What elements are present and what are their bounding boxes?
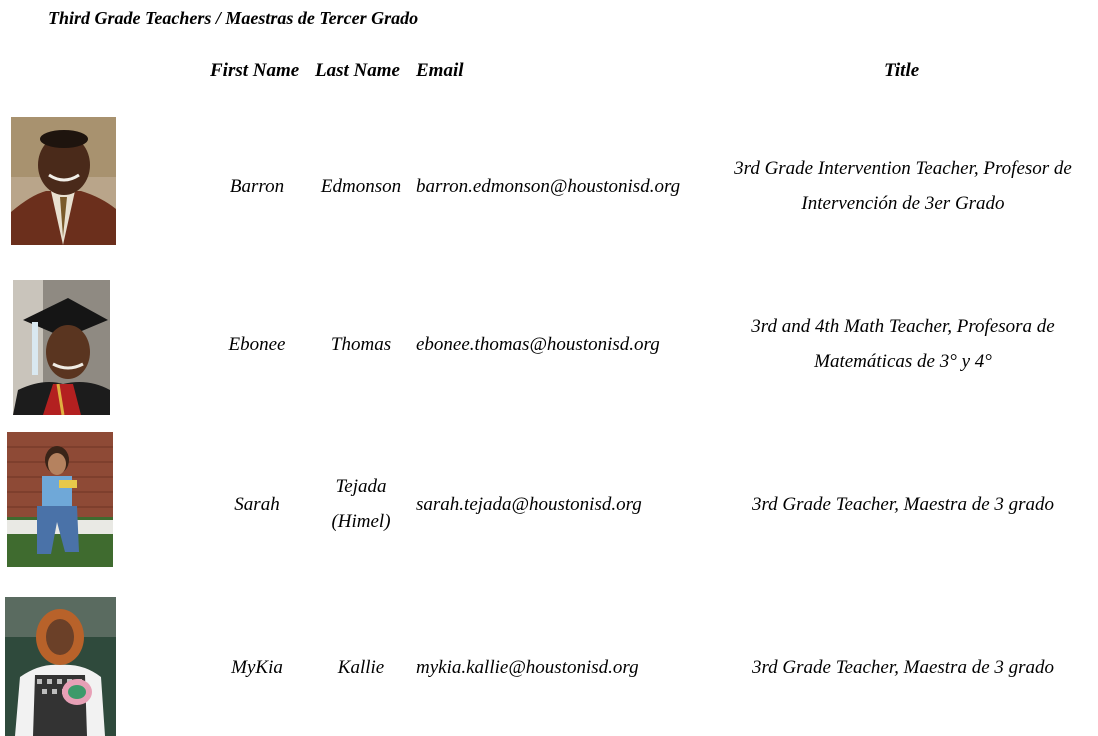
last-name-cell: Tejada — [335, 476, 387, 497]
first-name-cell: Sarah — [234, 494, 280, 515]
email-link[interactable]: barron.edmonson@houstonisd.org — [416, 176, 681, 197]
teacher-photo — [5, 597, 116, 736]
title-cell: 3rd Grade Teacher, Maestra de 3 grado — [751, 494, 1055, 515]
email-link[interactable]: ebonee.thomas@houstonisd.org — [416, 334, 660, 355]
title-cell-line2: Intervención de 3er Grado — [801, 193, 1005, 214]
email-link[interactable]: sarah.tejada@houstonisd.org — [416, 494, 642, 515]
teacher-photo — [7, 432, 113, 567]
title-cell: 3rd Grade Intervention Teacher, Profesor de — [734, 158, 1072, 179]
title-cell-line2: Matemáticas de 3° y 4° — [814, 351, 992, 372]
first-name-cell: Barron — [229, 176, 285, 197]
header-last-name: Last Name — [315, 60, 400, 81]
title-cell: 3rd and 4th Math Teacher, Profesora de — [751, 316, 1055, 337]
header-first-name: First Name — [210, 60, 300, 81]
first-name-cell: Ebonee — [228, 334, 286, 355]
email-link[interactable]: mykia.kallie@houstonisd.org — [416, 657, 639, 678]
page-title: Third Grade Teachers / Maestras de Tercer Grado — [48, 8, 419, 28]
last-name-cell: Kallie — [337, 657, 385, 678]
teacher-photo — [11, 117, 116, 245]
last-name-cell: Edmonson — [320, 176, 402, 197]
header-email: Email — [416, 60, 464, 81]
last-name-cell-line2: (Himel) — [331, 511, 391, 532]
teacher-photo — [13, 280, 110, 415]
last-name-cell: Thomas — [330, 334, 392, 355]
title-cell: 3rd Grade Teacher, Maestra de 3 grado — [751, 657, 1055, 678]
header-title: Title — [884, 60, 920, 81]
first-name-cell: MyKia — [231, 657, 283, 678]
